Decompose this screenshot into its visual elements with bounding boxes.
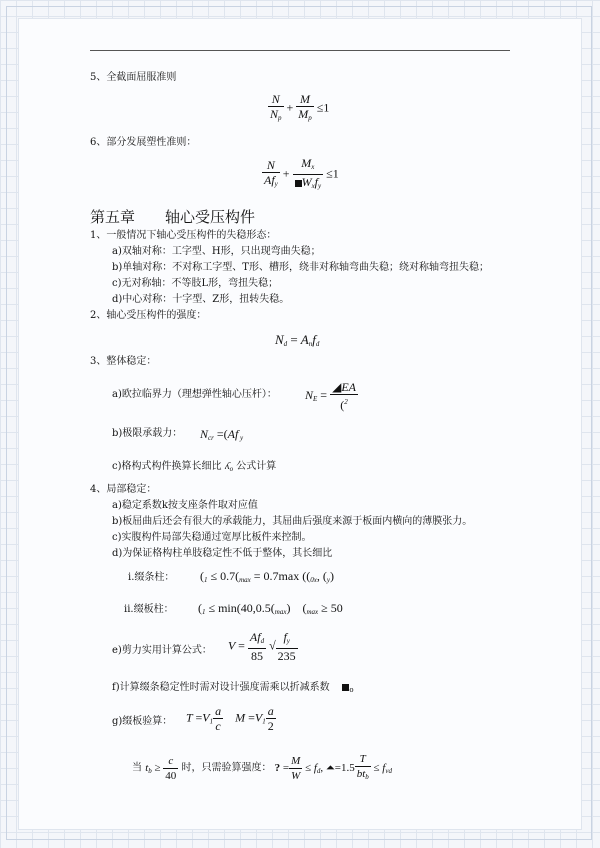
formula-lacing: ($_1 \le 0.7(_{max} = 0.7\max$ (($_{0x}$, $(_y)$ bbox=[200, 569, 334, 584]
sub-max-c: max bbox=[306, 608, 319, 616]
section-1b: b)单轴对称：不对称工字型、T形、槽形，绕非对称轴弯曲失稳；绕对称轴弯扭失稳； bbox=[112, 262, 489, 273]
formula-batten: ($_1 \le \min(40,0.5(_{max})$ ($_{max} \ge 50$ bbox=[198, 601, 343, 616]
coef-40: 40 bbox=[240, 601, 253, 615]
den-235: 235 bbox=[277, 649, 296, 663]
sub-o: o bbox=[349, 686, 354, 694]
sub-1b: 1 bbox=[202, 608, 206, 616]
formula-batten-check: $T =V_1$ $\frac{a}{c}$ $M =V_1$ $\frac{a}{2}$ bbox=[186, 704, 274, 733]
formula-euler: $N_E$ = $\frac{◢EA}{(^2}$ bbox=[305, 380, 356, 412]
formula-partial-plastic: $\frac{N}{Af_y}$ + $\frac{M_x}{W_xf_y}$ ≤1 bbox=[264, 156, 339, 190]
last-line: 当 $t_b$ ≥ $\frac{c}{40}$ 时，只需验算强度： ? = $\frac{M}{W}$ ≤ $f_d$, ⏶=1.5 $\frac{T}{bt_b}$ ≤ $f_{vd}$ bbox=[132, 753, 392, 782]
section-4e: e)剪力实用计算公式： bbox=[112, 645, 212, 656]
item-5: 5、全截面屈服准则 bbox=[90, 72, 177, 83]
section-3a: a)欧拉临界力（理想弹性轴心压杆）： bbox=[112, 389, 277, 400]
min-fn: min bbox=[218, 601, 237, 615]
chapter-title: 第五章 轴心受压构件 bbox=[90, 208, 256, 226]
section-3: 3、整体稳定： bbox=[90, 356, 157, 367]
section-4d: d)为保证格构柱单肢稳定性不低于整体，其长细比 bbox=[112, 548, 333, 559]
section-4b: b)板屈曲后还会有很大的承载能力，其屈曲后强度来源于板面内横向的薄膜张力。 bbox=[112, 516, 473, 527]
formula-shear: V = $\frac{Af_d}{85}$ √ $\frac{f_y}{235}$ bbox=[228, 630, 296, 663]
missing-glyph-icon bbox=[295, 180, 302, 187]
section-1: 1、一般情况下轴心受压构件的失稳形态： bbox=[90, 230, 277, 241]
section-4: 4、局部稳定： bbox=[90, 484, 157, 495]
section-4d-ii: ii.缀板柱： bbox=[124, 604, 174, 615]
formula-ultimate: $N_{cr} =(Af$ $_y$ bbox=[200, 427, 244, 442]
coef-15: 1.5 bbox=[340, 761, 355, 774]
sub-1: 1 bbox=[204, 576, 208, 584]
section-4g: g)缀板验算： bbox=[112, 716, 173, 727]
section-3c bbox=[112, 460, 276, 475]
header-rule bbox=[90, 50, 510, 51]
coef-07b: 0.7 bbox=[263, 569, 279, 583]
lambda-sub: o bbox=[229, 465, 234, 473]
section-4f-text: f)计算缀条稳定性时需对设计强度需乘以折减系数 bbox=[112, 682, 330, 693]
lambda-symbol: ʎ$_o$ bbox=[224, 460, 234, 473]
rhs-one: 1 bbox=[323, 100, 330, 115]
last-line-pre: 当 bbox=[132, 762, 142, 774]
coef-50: 50 bbox=[330, 601, 343, 615]
sub-max: max bbox=[239, 576, 251, 584]
section-3c-text: c)格构式构件换算长细比 bbox=[112, 461, 222, 472]
section-1d: d)中心对称：十字型、Z形，扭转失稳。 bbox=[112, 294, 290, 305]
section-1a: a)双轴对称：工字型、H形，只出现弯曲失稳； bbox=[112, 246, 321, 257]
item-6: 6、部分发展塑性准则： bbox=[90, 137, 197, 148]
rhs-one-b: 1 bbox=[332, 166, 339, 181]
section-4a: a)稳定系数k按支座条件取对应值 bbox=[112, 500, 258, 511]
formula-strength: $N_d = A_nf_d$ bbox=[275, 332, 320, 348]
last-line-mid: 时，只需验算强度： bbox=[181, 762, 272, 774]
section-4f bbox=[112, 682, 354, 696]
den-40: 40 bbox=[165, 769, 177, 782]
den-85: 85 bbox=[250, 649, 263, 663]
formula-full-yield: $\frac{N}{N_p}$ + $\frac{M}{M_p}$ ≤1 bbox=[270, 92, 330, 122]
section-3c-tail: 公式计算 bbox=[236, 461, 277, 472]
section-2: 2、轴心受压构件的强度： bbox=[90, 310, 207, 321]
section-1c: c)无对称轴：不等肢L形，弯扭失稳； bbox=[112, 278, 279, 289]
coef-05: 0.5 bbox=[255, 601, 271, 615]
section-4d-i: i.缀条柱： bbox=[128, 572, 175, 583]
max-fn: max bbox=[278, 569, 300, 583]
sub-max-b: max bbox=[274, 608, 287, 616]
section-3b: b)极限承载力： bbox=[112, 428, 183, 439]
coef-07: 0.7 bbox=[220, 569, 236, 583]
section-4c: c)实腹构件局部失稳通过宽厚比板件来控制。 bbox=[112, 532, 312, 543]
